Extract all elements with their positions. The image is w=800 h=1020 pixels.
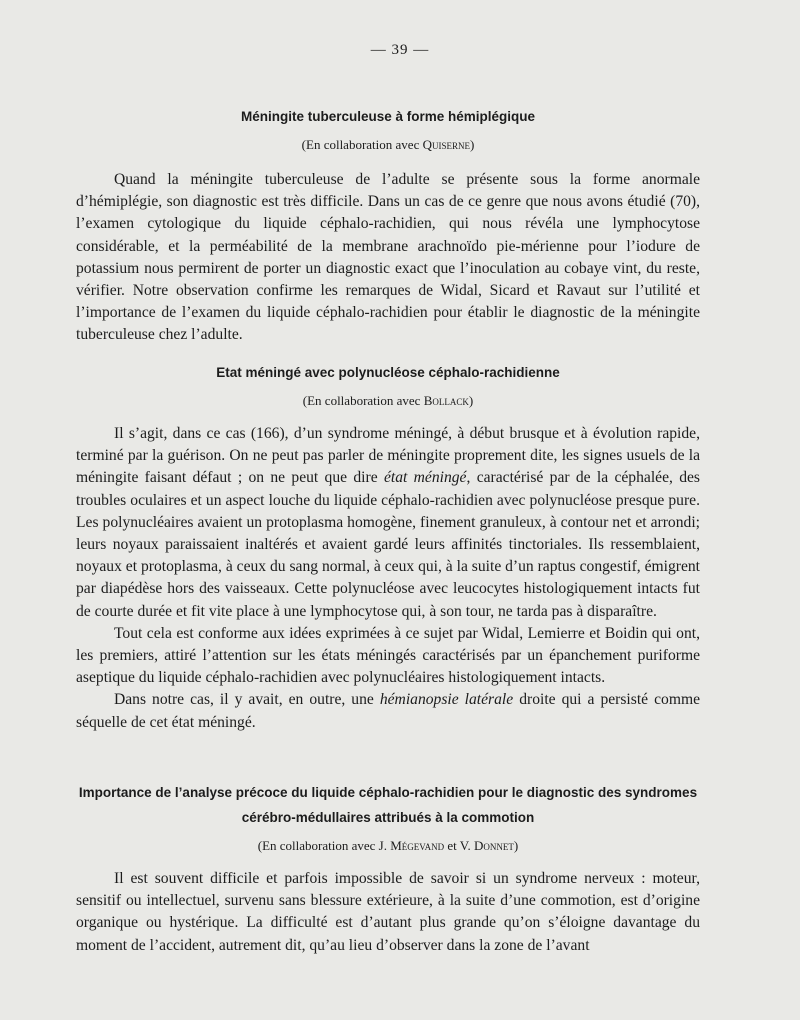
collaboration-note: (En collaboration avec Bollack) <box>302 393 474 408</box>
collaboration-note: (En collaboration avec J. Mégevand et V. Donnet) <box>257 838 519 853</box>
paragraph: Dans notre cas, il y avait, en outre, une hémianopsie latérale droite qui a persisté comme séquelle de cet état méningé. <box>76 691 700 731</box>
section-heading-line: cérébro-médullaires attribués à la commotion <box>241 810 535 825</box>
page-number: — 39 — <box>370 42 430 58</box>
collaborator-name: Bollack <box>423 393 469 408</box>
section-heading: Etat méningé avec polynucléose céphalo-rachidienne <box>216 365 560 380</box>
paragraph: Quand la méningite tuberculeuse de l’adulte se présente sous la forme anormale d’hémiplégie, son diagnostic est très difficile. Dans un cas de ce genre que nous avons étudié (70), l’examen cytologique du liquide céphalo-rachidien, qui nous révéla une lymphocytose considérable, et la perméabilité de la membrane arachnoïdo pie-mérienne pour l’iodure de potassium nous permirent de porter un diagnostic exact que l’inoculation au cobaye vint, du reste, vérifier. Notre observation confirme les remarques de Widal, Sicard et Ravaut sur l’utilité et l’importance de l’examen du liquide céphalo-rachidien pour établir le diagnostic de la méningite tuberculeuse chez l’adulte. <box>76 171 700 344</box>
paragraph: Tout cela est conforme aux idées exprimées à ce sujet par Widal, Lemierre et Boidin qui ont, les premiers, attiré l’attention sur les états méningés caractérisés par un épanchement puriforme aseptique du liquide céphalo-rachidien avec polynucléaires histologiquement intacts. <box>76 624 700 687</box>
section-heading: Méningite tuberculeuse à forme hémiplégique <box>240 109 536 124</box>
paragraph: Il s’agit, dans ce cas (166), d’un syndrome méningé, à début brusque et à évolution rapide, terminé par la guérison. On ne peut pas parler de méningite proprement dite, les signes usuels de la méningite faisant défaut ; on ne peut que dire état méningé, caractérisé par de la céphalée, des troubles oculaires et un aspect louche du liquide céphalo-rachidien avec polynucléose presque pure. Les polynucléaires avaient un protoplasma homogène, finement granuleux, à contour net et arrondi; leurs noyaux paraissaient inaltérés et avaient gardé leurs affinités tinctoriales. Ils ressemblaient, noyaux et protoplasma, à ceux du sang normal, à ceux qui, à la suite d’un raptus congestif, émigrent par diapédèse hors des vaisseaux. Cette polynucléose avec leucocytes histologiquement intacts fut de courte durée et fit vite place à une lymphocytose qui, à son tour, ne tarda pas à disparaître. <box>76 425 701 620</box>
collaboration-note: (En collaboration avec Quiserne) <box>301 137 475 152</box>
collaborator-name: Donnet <box>474 838 514 853</box>
emphasis: état méningé <box>383 469 467 487</box>
emphasis: hémianopsie latérale <box>379 691 514 709</box>
collaborator-name: Mégevand <box>390 838 445 853</box>
section-csf-analysis <box>76 782 700 957</box>
section-tuberculous-meningitis <box>76 106 700 347</box>
section-meningeal-state <box>76 362 700 734</box>
section-heading-line: Importance de l’analyse précoce du liquide céphalo-rachidien pour le diagnostic des syndromes <box>78 785 698 800</box>
paragraph: Il est souvent difficile et parfois impossible de savoir si un syndrome nerveux : moteur, sensitif ou intellectuel, survenu sans blessure extérieure, à la suite d’une commotion, est d’origine organique ou hystérique. La difficulté est d’autant plus grande qu’on s’éloigne davantage du moment de l’accident, autrement dit, qu’au lieu d’observer dans la zone de l’avant <box>76 870 700 954</box>
collaborator-name: Quiserne <box>422 137 470 152</box>
